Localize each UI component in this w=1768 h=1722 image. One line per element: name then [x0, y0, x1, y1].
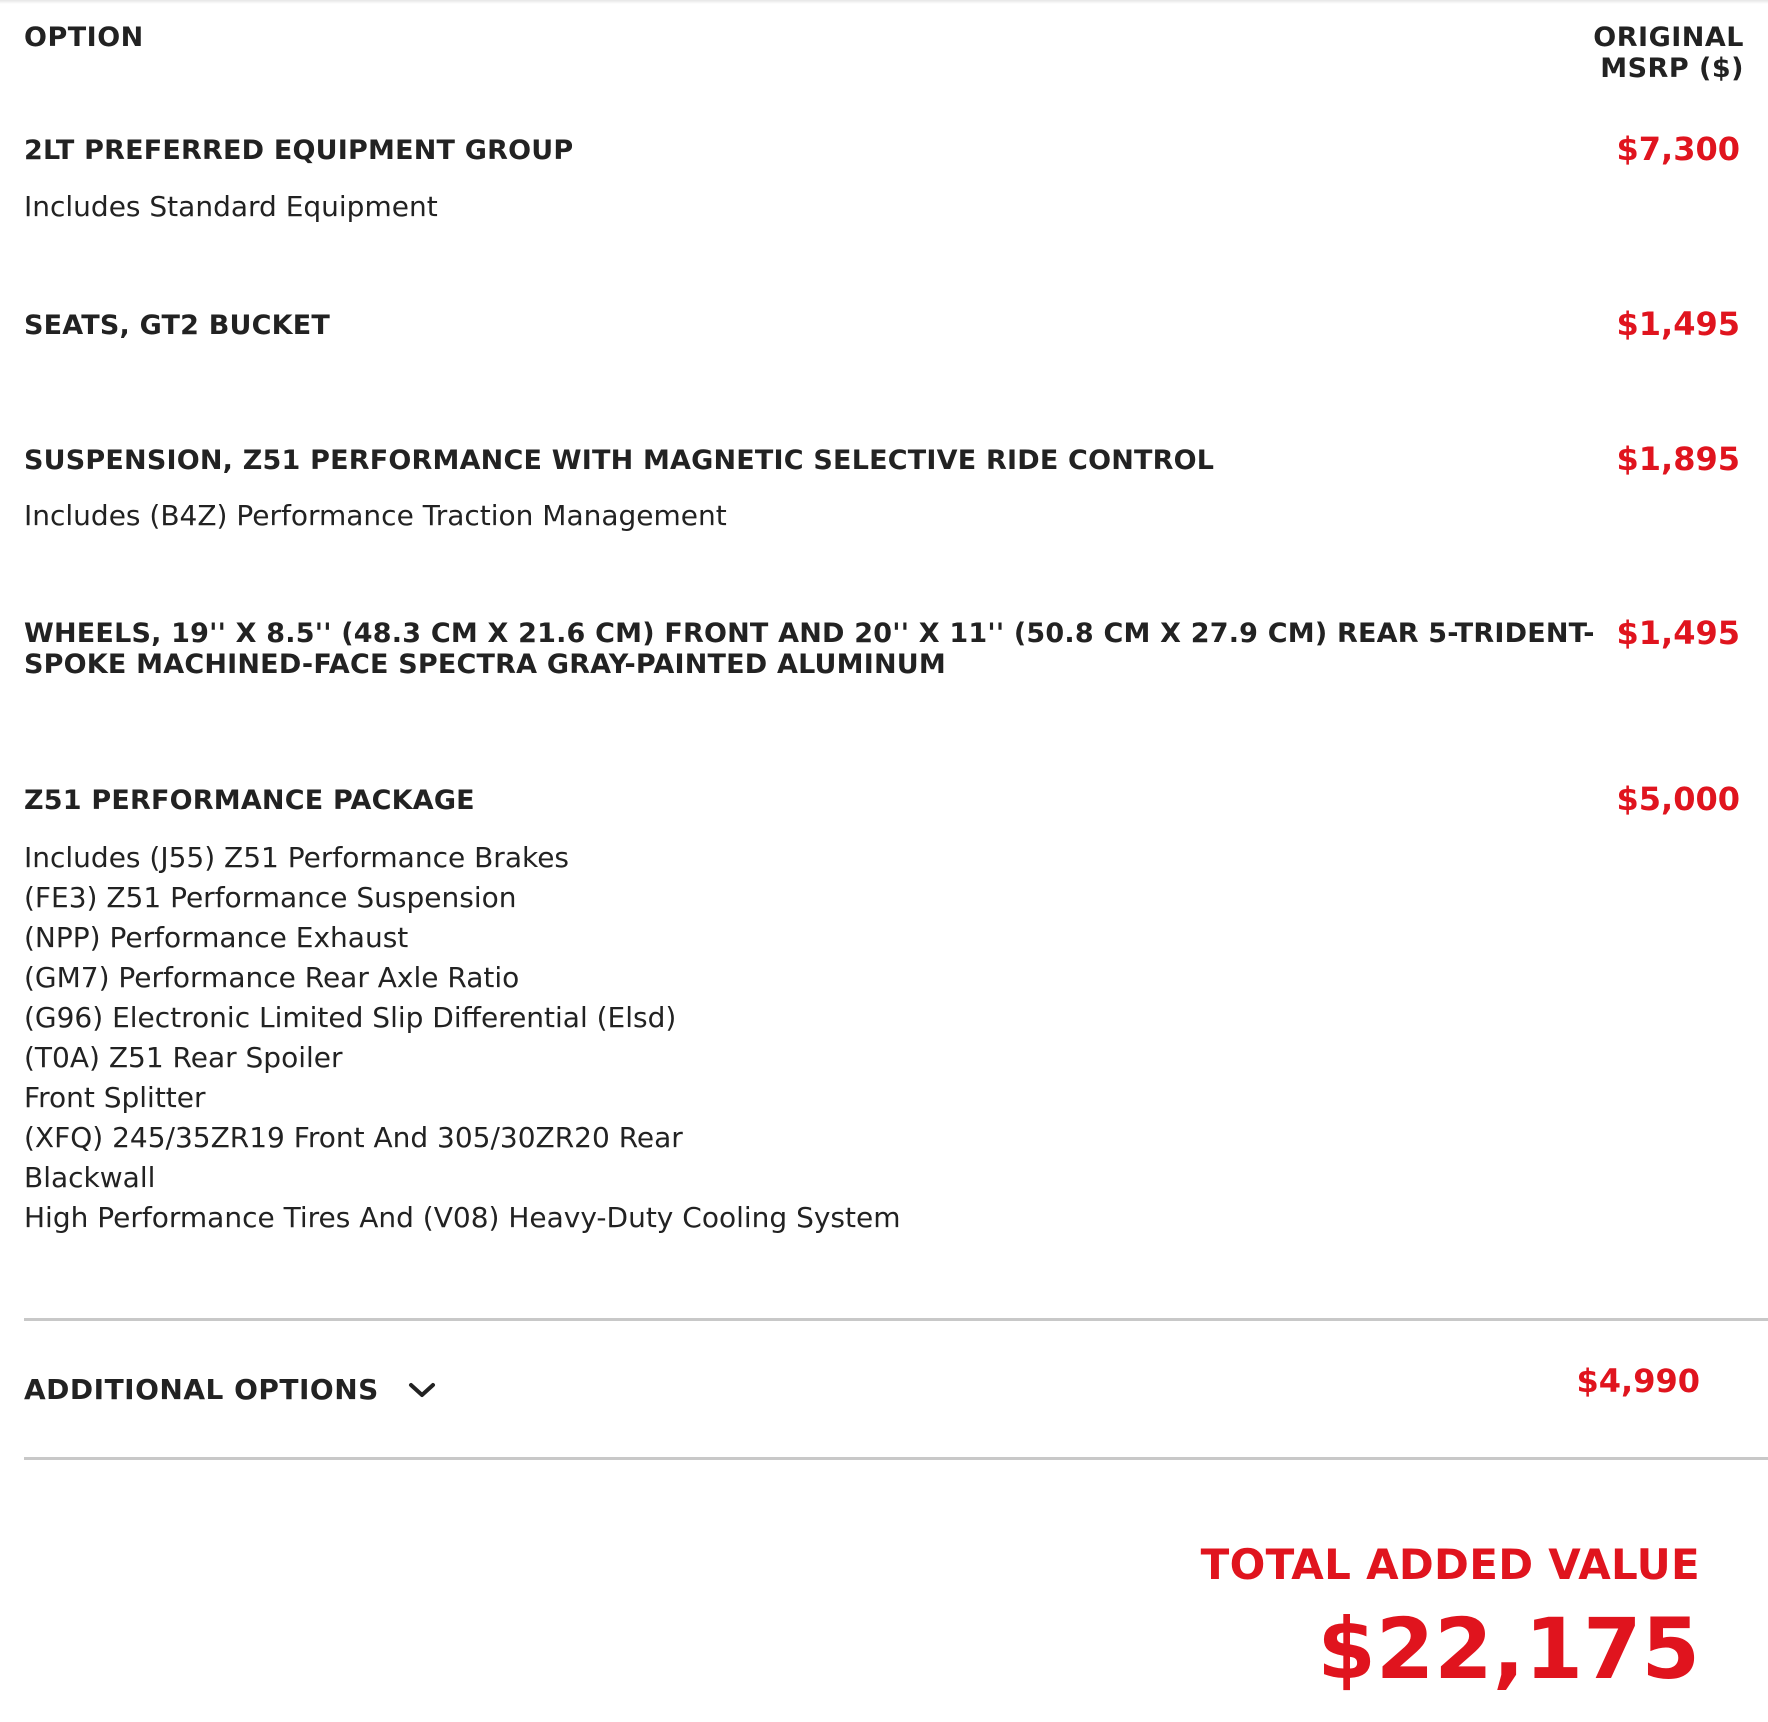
total-added-value-label: TOTAL ADDED VALUE — [1200, 1540, 1700, 1589]
divider — [24, 1457, 1768, 1460]
option-description-line: (FE3) Z51 Performance Suspension — [24, 881, 517, 914]
option-title — [24, 618, 1595, 680]
option-description-line: (NPP) Performance Exhaust — [24, 921, 409, 954]
column-header-option: OPTION — [24, 22, 144, 53]
option-title — [24, 310, 330, 341]
divider — [24, 1318, 1768, 1321]
option-title — [24, 785, 475, 816]
additional-options-toggle[interactable] — [24, 1373, 437, 1406]
column-header-msrp-line2: MSRP ($) — [1600, 53, 1744, 84]
option-description — [24, 838, 900, 1238]
option-description-line: Includes Standard Equipment — [24, 190, 438, 223]
option-title-line: 2LT PREFERRED EQUIPMENT GROUP — [24, 135, 574, 166]
option-description-line: High Performance Tires And (V08) Heavy-Duty Cooling System — [24, 1201, 901, 1234]
option-description-line: (G96) Electronic Limited Slip Differential (Elsd) — [24, 1001, 677, 1034]
column-header-msrp-line1: ORIGINAL — [1593, 22, 1744, 53]
option-title-line: SEATS, GT2 BUCKET — [24, 310, 331, 341]
option-title — [24, 135, 573, 166]
option-title-line: SUSPENSION, Z51 PERFORMANCE WITH MAGNETIC SELECTIVE RIDE CONTROL — [24, 445, 1215, 476]
chevron-down-icon[interactable] — [407, 1380, 437, 1400]
option-description-line: Includes (J55) Z51 Performance Brakes — [24, 841, 570, 874]
option-price: $5,000 — [1616, 780, 1740, 818]
option-price: $7,300 — [1616, 130, 1740, 168]
option-title-line: SPOKE MACHINED-FACE SPECTRA GRAY-PAINTED ALUMINUM — [24, 649, 946, 680]
option-title — [24, 445, 1214, 476]
top-shadow-line — [0, 0, 1768, 4]
option-description-line: (XFQ) 245/35ZR19 Front And 305/30ZR20 Rear — [24, 1121, 683, 1154]
option-title-line: WHEELS, 19'' X 8.5'' (48.3 CM X 21.6 CM) FRONT AND 20'' X 11'' (50.8 CM X 27.9 CM) REAR 5-TRIDENT- — [24, 618, 1595, 649]
option-price: $1,495 — [1616, 614, 1740, 652]
option-description-line: Front Splitter — [24, 1081, 206, 1114]
option-description-line: Blackwall — [24, 1161, 156, 1194]
column-header-msrp — [1593, 22, 1744, 84]
option-description — [24, 187, 438, 227]
option-description-line: (GM7) Performance Rear Axle Ratio — [24, 961, 520, 994]
additional-options-price: $4,990 — [1576, 1362, 1700, 1400]
additional-options-label: ADDITIONAL OPTIONS — [24, 1373, 379, 1406]
option-description-line: Includes (B4Z) Performance Traction Management — [24, 499, 727, 532]
option-description — [24, 496, 727, 536]
option-description-line: (T0A) Z51 Rear Spoiler — [24, 1041, 343, 1074]
total-added-value: $22,175 — [1317, 1600, 1700, 1698]
option-price: $1,495 — [1616, 305, 1740, 343]
option-title-line: Z51 PERFORMANCE PACKAGE — [24, 785, 475, 816]
option-price: $1,895 — [1616, 440, 1740, 478]
